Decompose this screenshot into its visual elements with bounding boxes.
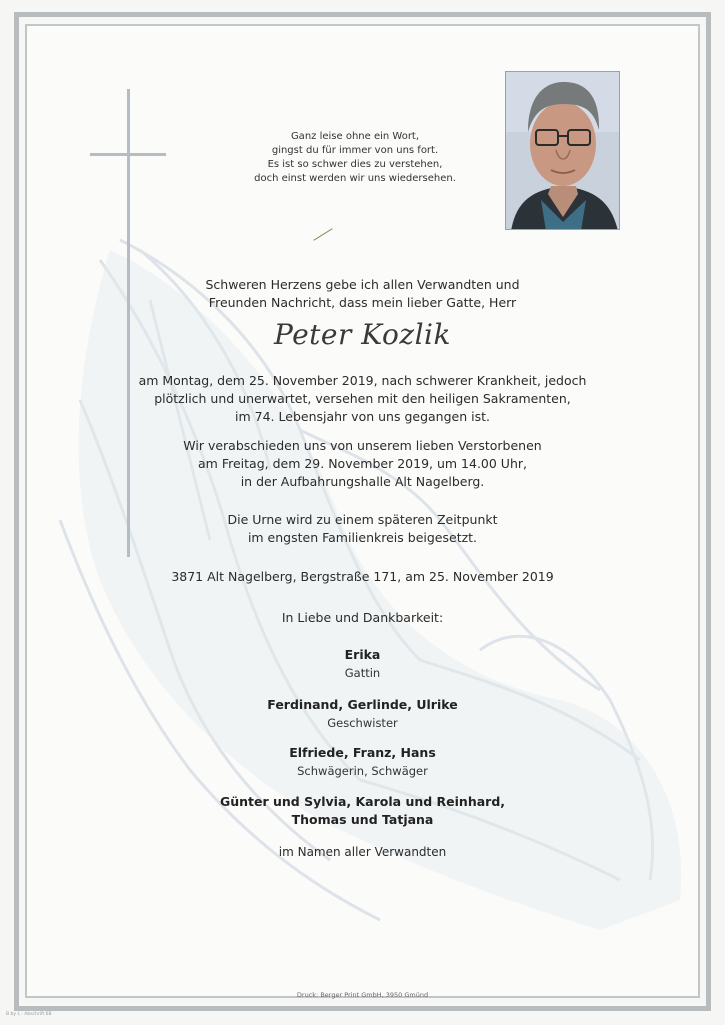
- mourner-group: [0, 646, 725, 682]
- mourner-names: Elfriede, Franz, Hans: [289, 745, 436, 760]
- portrait-photo: [505, 71, 620, 230]
- farewell-line: am Freitag, dem 29. November 2019, um 14.00 Uhr,: [198, 456, 527, 471]
- mourner-names: Ferdinand, Gerlinde, Ulrike: [267, 697, 458, 712]
- poem-line: Es ist so schwer dies zu verstehen,: [267, 159, 443, 170]
- deceased-name: Peter Kozlik: [274, 318, 451, 351]
- urn-info: [0, 511, 725, 547]
- poem-line: doch einst werden wir uns wiedersehen.: [254, 173, 456, 184]
- poem-line: gingst du für immer von uns fort.: [271, 145, 439, 156]
- mourner-relation: Schwägerin, Schwäger: [297, 764, 428, 778]
- memorial-poem: [240, 130, 470, 186]
- notice-line: im 74. Lebensjahr von uns gegangen ist.: [235, 409, 490, 424]
- farewell-line: in der Aufbahrungshalle Alt Nagelberg.: [240, 474, 485, 489]
- mourner-relation: Geschwister: [327, 716, 398, 730]
- mourner-names: Erika: [344, 647, 381, 662]
- notice-line: am Montag, dem 25. November 2019, nach schwerer Krankheit, jedoch: [138, 373, 587, 388]
- mourner-group: [0, 696, 725, 732]
- cross-horizontal-bar: [90, 153, 166, 156]
- intro-line: Schweren Herzens gebe ich allen Verwandten und: [205, 277, 520, 292]
- footer-code: B by L · Abschrift 6B: [6, 1012, 52, 1017]
- death-notice: [0, 372, 725, 426]
- all-relatives-text: im Namen aller Verwandten: [278, 845, 447, 859]
- notice-line: plötzlich und unerwartet, versehen mit den heiligen Sakramenten,: [154, 391, 571, 406]
- closing-text: In Liebe und Dankbarkeit:: [281, 610, 444, 625]
- mourner-group: [0, 744, 725, 780]
- mourner-relation: Gattin: [344, 666, 381, 680]
- urn-line: Die Urne wird zu einem späteren Zeitpunkt: [227, 512, 498, 527]
- intro-text: [0, 276, 725, 312]
- mourner-names: Günter und Sylvia, Karola und Reinhard,: [219, 794, 506, 809]
- farewell-info: [0, 437, 725, 491]
- place-date: [0, 568, 725, 586]
- farewell-line: Wir verabschieden uns von unserem lieben Verstorbenen: [183, 438, 542, 453]
- intro-line: Freunden Nachricht, dass mein lieber Gatte, Herr: [208, 295, 517, 310]
- mourner-group-extended: [0, 793, 725, 829]
- all-relatives: [0, 843, 725, 861]
- mourner-names: Thomas und Tatjana: [291, 812, 434, 827]
- urn-line: im engsten Familienkreis beigesetzt.: [247, 530, 478, 545]
- printer-imprint: Druck: Berger Print GmbH, 3950 Gmünd: [296, 991, 429, 999]
- poem-line: Ganz leise ohne ein Wort,: [290, 131, 420, 142]
- closing-line: [0, 609, 725, 627]
- place-date-text: 3871 Alt Nagelberg, Bergstraße 171, am 25. November 2019: [171, 569, 554, 584]
